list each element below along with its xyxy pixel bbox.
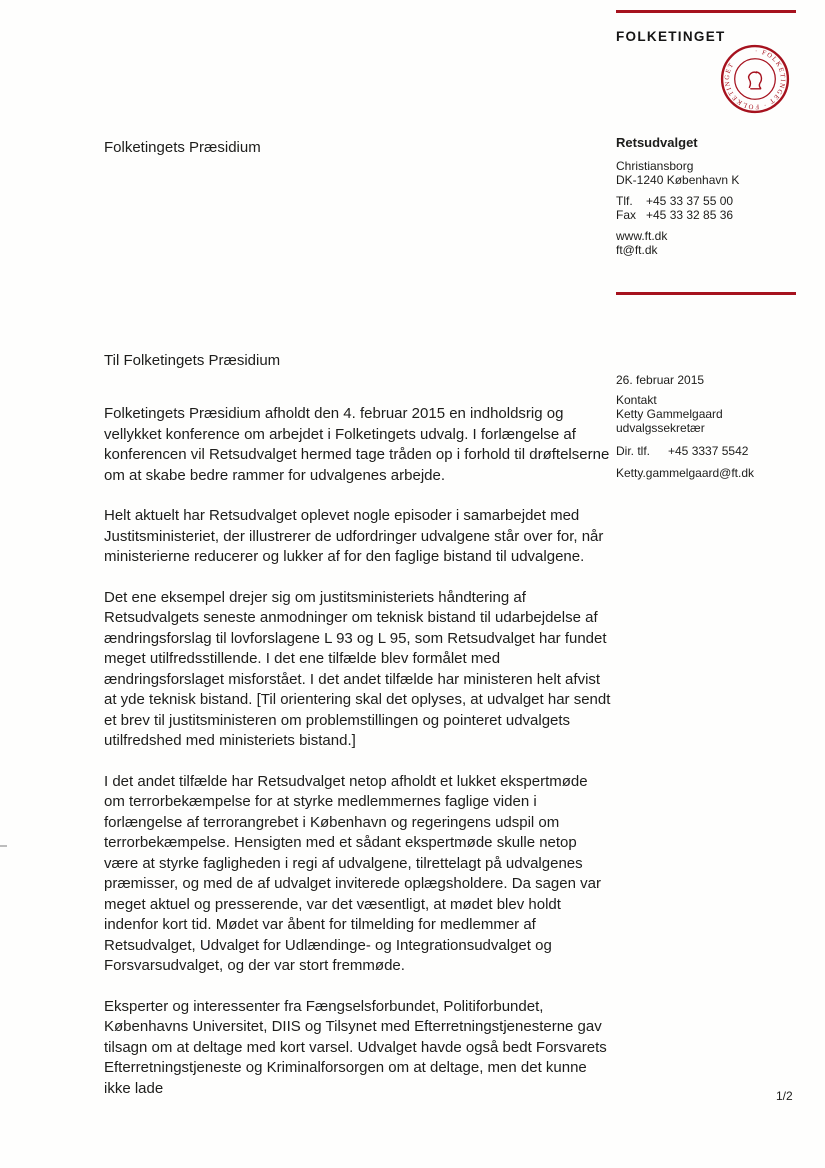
direct-phone-row <box>616 444 798 458</box>
letter-date: 26. februar 2015 <box>616 373 705 387</box>
contact-email-text: Ketty.gammelgaard@ft.dk <box>616 466 755 480</box>
body-paragraph: Eksperter og interessenter fra Fængselsforbundet, Politiforbundet, Københavns Universitet, DIIS og Tilsynet med Efterretningstjenesterne gav tilsagn om at deltage med kort varsel. Udvalget havde også bedt Forsvarets Efterretningstjeneste og Kriminalforsorgen om at deltage, men det kunne ikke lade <box>104 997 607 1097</box>
phone-value: +45 33 37 55 00 <box>646 194 734 208</box>
contact-title: udvalgssekretær <box>616 421 705 435</box>
seal-ring-text: · FOLKETINGET · FOLKETINGET <box>723 48 787 110</box>
page-number: 1/2 <box>776 1089 793 1103</box>
folketinget-seal-icon <box>720 44 790 114</box>
recipient-line: Folketingets Præsidium <box>104 139 261 156</box>
fax-row <box>616 208 798 222</box>
body-paragraph: I det andet tilfælde har Retsudvalget netop afholdt et lukket ekspertmøde om terrorbekæmpelse for at styrke medlemmernes faglige viden i forlængelse af terrorangrebet i København og regeringens udspil om terrorbekæmpelse. Hensigten med et sådant ekspertmøde skulle netop være at styrke fagligheden i regi af udvalgene, tilrettelagt på udvalgenes præmisser, og med de af udvalget inviterede oplægsholdere. Da sagen var meget aktuel og presserende, var det væsentligt, at mødet blev holdt indenfor kort tid. Mødet var åbent for tilmelding for medlemmer af Retsudvalget, Udvalget for Udlændinge- og Integrationsudvalget og Forsvarsudvalget, og der var stort fremmøde. <box>104 772 601 974</box>
address-line-2: DK-1240 København K <box>616 173 740 187</box>
sidebar-red-rule <box>616 292 796 295</box>
direct-phone-value: +45 3337 5542 <box>668 444 749 458</box>
address-line-1: Christiansborg <box>616 159 694 173</box>
folketinget-wordmark: FOLKETINGET <box>616 29 726 44</box>
salutation-line: Til Folketingets Præsidium <box>104 352 281 369</box>
fold-mark <box>0 845 7 847</box>
contact-name: Ketty Gammelgaard <box>616 407 723 421</box>
phone-label: Tlf. <box>616 194 633 208</box>
body-paragraph: Helt aktuelt har Retsudvalget oplevet nogle episoder i samarbejdet med Justitsministeriet, der illustrerer de udfordringer udvalgene står over for, når ministerierne reducerer og lukker af for den faglige bistand til udvalgene. <box>104 507 604 565</box>
header-red-rule <box>616 10 796 13</box>
letter-body <box>104 404 612 1119</box>
direct-phone-label: Dir. tlf. <box>616 444 651 458</box>
body-paragraph: Det ene eksempel drejer sig om justitsministeriets håndtering af Retsudvalgets seneste anmodninger om teknisk bistand til udarbejdelse af ændringsforslag til lovforslagene L 93 og L 95, som Retsudvalget har fundet meget utilfredsstillende. I det ene tilfælde blev formålet med ændringsforslaget misforstået. I det andet tilfælde har ministeren helt afvist at yde teknisk bistand. [Til orientering skal det oplyses, at udvalget har sendt et brev til justitsministeren om problemstillingen og pointeret udvalgets utilfredshed med ministeriets bistand.] <box>104 588 611 749</box>
fax-value: +45 33 32 85 36 <box>646 208 734 222</box>
phone-row <box>616 194 798 208</box>
seal-lion-figure <box>749 72 762 89</box>
committee-email-text: ft@ft.dk <box>616 243 658 257</box>
website-text: www.ft.dk <box>616 229 668 243</box>
fax-label: Fax <box>616 208 637 222</box>
body-paragraph: Folketingets Præsidium afholdt den 4. februar 2015 en indholdsrig og vellykket konference om arbejdet i Folketingets udvalg. I forlængelse af konferencen vil Retsudvalget hermed tage tråden op i forhold til drøftelserne om at skabe bedre rammer for udvalgenes arbejde. <box>104 405 610 484</box>
svg-text:· FOLKETINGET · FOLKETINGET <box>724 48 786 110</box>
committee-name: Retsudvalget <box>616 135 698 150</box>
contact-label: Kontakt <box>616 393 657 407</box>
